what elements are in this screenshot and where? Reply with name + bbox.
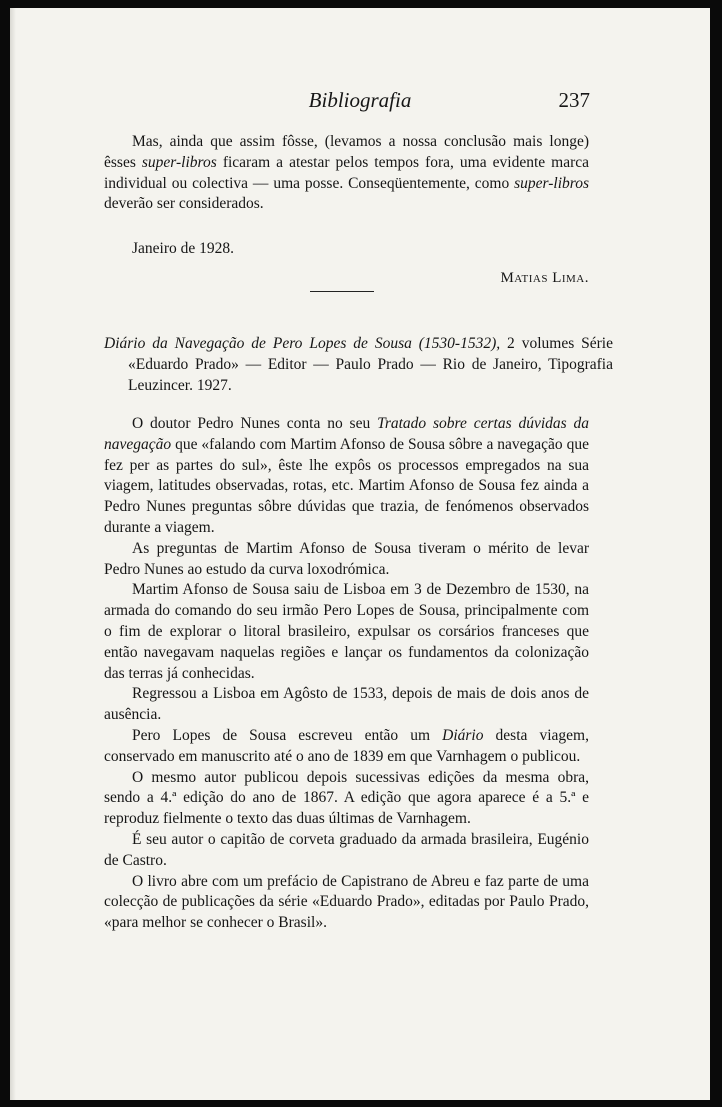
paragraph: O mesmo autor publicou depois sucessivas edições da mesma obra, sendo a 4.ª edição do ano de 1867. A edição que agora aparece é a 5.ª e reproduz fielmente o texto das duas últimas de Varnhagem. (104, 768, 589, 828)
running-head (130, 88, 590, 118)
date-line: Janeiro de 1928. (132, 240, 235, 257)
entry-title: Diário da Navegação de Pero Lopes de Sousa (1530-1532), (104, 335, 501, 352)
emphasis: Tratado sobre certas dúvidas da navegação (104, 415, 590, 453)
paragraph: É seu autor o capitão de corveta graduado da armada brasileira, Eugénio de Castro. (104, 830, 589, 869)
paragraph: Pero Lopes de Sousa escreveu então um Diário desta viagem, conservado em manuscrito até o ano de 1839 em que Varnhagem o publicou. (104, 726, 589, 765)
continuation-paragraph: Mas, ainda que assim fôsse, (levamos a nossa conclusão mais longe) êsses super-libros ficaram a atestar pelos tempos fora, uma evidente marca individual ou colectiva — uma posse. Conseqüentemente, como super-libros deverão ser considerados. (104, 133, 590, 213)
entry-details: 2 volumes Série «Eduardo Prado» — Editor — Paulo Prado — Rio de Janeiro, Tipografia Leuzincer. 1927. (128, 335, 613, 394)
page-number: 237 (558, 88, 590, 112)
emphasis: super-libros (514, 174, 589, 192)
paragraph: Martim Afonso de Sousa saiu de Lisboa em 3 de Dezembro de 1530, na armada do comando do seu irmão Pero Lopes de Sousa, principalmente com o fim de explorar o litoral brasileiro, expulsar os corsários franceses que então navegavam naquelas regiões e lançar os fundamentos da colonização das terras já conhecidas. (104, 581, 589, 682)
paragraph: Regressou a Lisboa em Agôsto de 1533, depois de mais de dois anos de ausência. (104, 685, 589, 724)
author-signature: Matias Lima. (500, 270, 589, 286)
review-body (104, 414, 589, 934)
scan-edge (10, 8, 16, 1100)
emphasis: super-libros (141, 153, 217, 171)
paragraph: O livro abre com um prefácio de Capistrano de Abreu e faz parte de uma colecção de publicações da série «Eduardo Prado», editadas por Paulo Prado, «para melhor se conhecer o Brasil». (104, 872, 589, 932)
section-divider (310, 291, 374, 292)
paragraph: As preguntas de Martim Afonso de Sousa tiveram o mérito de levar Pedro Nunes ao estudo da curva loxodrómica. (104, 539, 589, 578)
running-title: Bibliografia (308, 88, 412, 112)
bibliography-entry (104, 334, 613, 396)
emphasis: Diário (442, 726, 484, 744)
scanned-page (10, 8, 710, 1100)
paragraph: O doutor Pedro Nunes conta no seu Tratado sobre certas dúvidas da navegação que «falando com Martim Afonso de Sousa sôbre a navegação que fez per as partes do sul», êste lhe expôs os processos empregados na sua viagem, latitudes observadas, rotas, etc. Martim Afonso de Sousa fez ainda a Pedro Nunes preguntas sôbre dúvidas que trazia, de fenómenos observados durante a viagem. (104, 415, 590, 536)
